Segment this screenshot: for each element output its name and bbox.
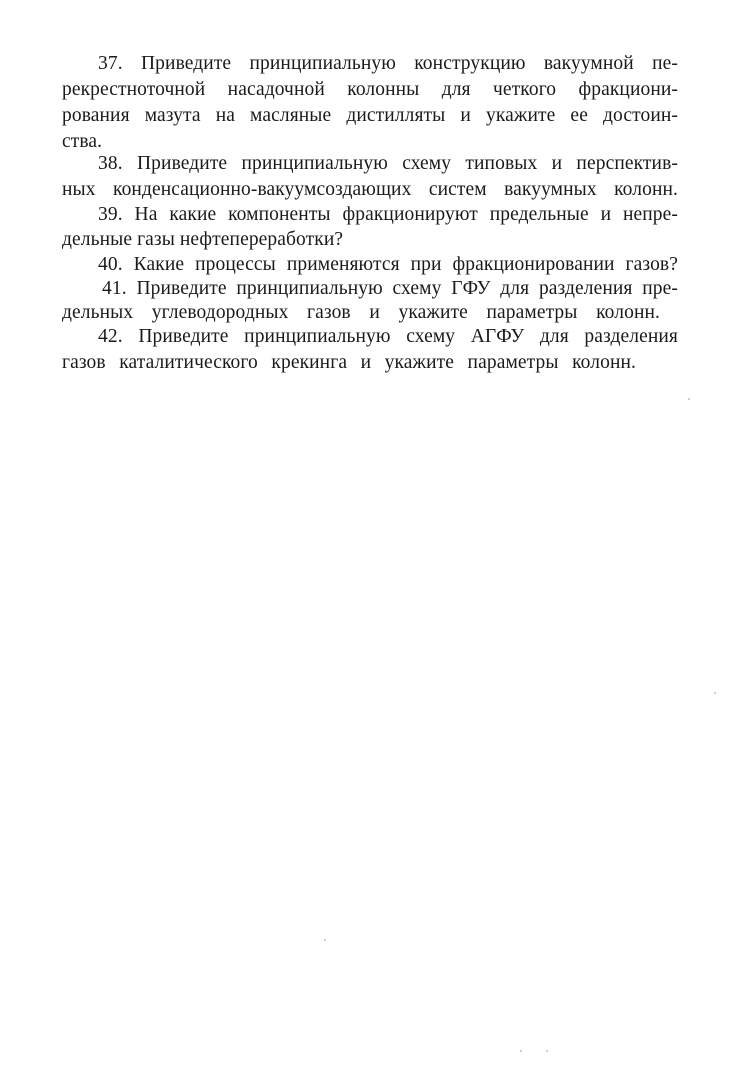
question-text: На какие компоненты фракционируют предельные и непре- [134,204,678,225]
question-line: дельные газы нефтепереработки? [62,229,344,250]
question-line [102,277,678,301]
scan-speck [714,692,716,694]
question-number: 41. [102,278,127,299]
question-number: 40. [98,254,123,275]
question-text: Какие процессы применяются при фракционировании газов? [133,254,678,275]
question-text: Приведите принципиальную схему АГФУ для разделения [138,326,678,347]
question-number: 42. [98,326,123,347]
question-line [98,152,678,176]
question-number: 38. [98,153,123,174]
scan-speck [546,1050,548,1052]
question-text: Приведите принципиальную схему типовых и перспектив- [137,153,678,174]
scan-speck [324,939,326,941]
question-line: дельных углеводородных газов и укажите параметры колонн. [62,302,660,323]
question-line: ных конденсационно-вакуумсоздающих систем вакуумных колонн. [62,179,678,200]
question-text: Приведите принципиальную схему ГФУ для разделения пре- [136,278,678,299]
scan-speck [520,1050,522,1052]
question-text: Приведите принципиальную конструкцию вакуумной пе- [141,53,678,74]
question-line: газов каталитического крекинга и укажите параметры колонн. [62,352,636,373]
question-line: рекрестноточной насадочной колонны для четкого фракциони- [62,79,678,100]
question-number: 39. [98,204,123,225]
question-line [98,203,678,227]
question-number: 37. [98,53,123,74]
question-line [98,52,678,76]
question-line [98,325,678,349]
question-line: ства. [62,131,103,152]
scan-speck [688,398,690,400]
question-line [98,253,678,277]
question-line: рования мазута на масляные дистилляты и укажите ее достоин- [62,105,678,126]
